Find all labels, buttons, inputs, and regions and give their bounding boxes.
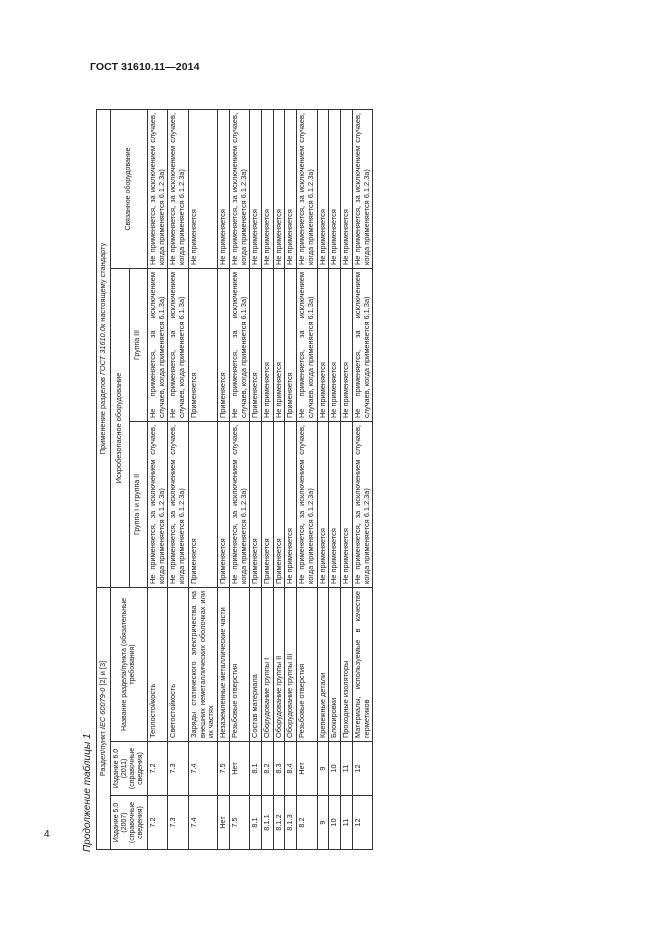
cell-group-3: Не применяется, за исключением случаев, когда применяется 6.1.3а) <box>352 269 372 422</box>
cell-edition-6: 8.2 <box>262 742 274 796</box>
table-row <box>229 109 249 849</box>
cell-group-3: Не применяется, за исключением случаев, когда применяется 6.1.3а) <box>229 269 249 422</box>
table-row <box>188 109 217 849</box>
table-row <box>147 109 167 849</box>
cell-section-name: Состав материала <box>250 588 262 742</box>
cell-associated: Не применяется <box>285 109 297 268</box>
cell-group-3: Не применяется <box>273 269 285 422</box>
cell-edition-5: Нет <box>218 796 230 850</box>
table-row <box>262 109 274 849</box>
cell-section-name: Заряды статического электричества на внешних неметаллических оболочках или их частях <box>188 588 217 742</box>
header-section-name: Название раздела/пункта (обязательные требования) <box>110 588 147 742</box>
cell-associated: Не применяется, за исключением случаев, когда применяется 6.1.2.3а) <box>147 109 167 268</box>
cell-group-1-2: Применяется <box>273 422 285 588</box>
cell-associated: Не применяется <box>250 109 262 268</box>
cell-edition-5: 7.4 <box>188 796 217 850</box>
cell-edition-5: 7.3 <box>168 796 188 850</box>
cell-edition-5: 8.1.2 <box>273 796 285 850</box>
header-edition-6: Издание 6.0 (2011) (справочные сведения) <box>110 742 147 796</box>
cell-edition-5: 8.1.3 <box>285 796 297 850</box>
cell-edition-6: Нет <box>229 742 249 796</box>
standards-table <box>96 109 373 850</box>
cell-section-name: Оборудование группы I <box>262 588 274 742</box>
cell-edition-6: 7.2 <box>147 742 167 796</box>
cell-group-1-2: Не применяется <box>285 422 297 588</box>
rotated-table-block <box>82 110 647 852</box>
cell-group-1-2: Не применяется, за исключением случаев, когда применяется 6.1.2.3а) <box>229 422 249 588</box>
page-number: 4 <box>44 829 50 840</box>
cell-section-name: Оборудование группы II <box>273 588 285 742</box>
cell-group-1-2: Не применяется, за исключением случаев, когда применяется 6.1.2.3а) <box>168 422 188 588</box>
cell-section-name: Проходные изоляторы <box>341 588 353 742</box>
cell-edition-5: 12 <box>352 796 372 850</box>
cell-section-name: Оборудование группы III <box>285 588 297 742</box>
cell-group-1-2: Не применяется, за исключением случаев, когда применяется 6.1.2.3а) <box>352 422 372 588</box>
cell-group-1-2: Применяется <box>250 422 262 588</box>
cell-group-1-2: Не применяется <box>329 422 341 588</box>
cell-section-name: Незаземленные металлические части <box>218 588 230 742</box>
cell-edition-5: 7.5 <box>229 796 249 850</box>
header-group-3: Группа III <box>129 269 147 422</box>
cell-associated: Не применяется <box>262 109 274 268</box>
cell-edition-6: 7.5 <box>218 742 230 796</box>
table-row <box>273 109 285 849</box>
cell-edition-5: 7.2 <box>147 796 167 850</box>
cell-section-name: Теплостойкость <box>147 588 167 742</box>
table-row <box>352 109 372 849</box>
cell-associated: Не применяется <box>317 109 329 268</box>
table-row <box>317 109 329 849</box>
table-row <box>341 109 353 849</box>
cell-group-1-2: Не применяется, за исключением случаев, когда применяется 6.1.2.3а) <box>147 422 167 588</box>
cell-section-name: Резьбовые отверстия <box>229 588 249 742</box>
cell-group-1-2: Не применяется <box>317 422 329 588</box>
cell-associated: Не применяется, за исключением случаев, когда применяется 6.1.2.3а) <box>168 109 188 268</box>
cell-group-3: Не применяется <box>329 269 341 422</box>
cell-group-3: Применяется <box>188 269 217 422</box>
cell-edition-5: 9 <box>317 796 329 850</box>
cell-edition-6: 11 <box>341 742 353 796</box>
cell-edition-5: 8.1 <box>250 796 262 850</box>
cell-group-1-2: Не применяется <box>341 422 353 588</box>
header-group-1-2: Группа I и группа II <box>129 422 147 588</box>
cell-associated: Не применяется <box>329 109 341 268</box>
cell-section-name: Блокировки <box>329 588 341 742</box>
header-application: Применение разделов ГОСТ 31610.0к настоящему стандарту <box>97 109 111 587</box>
header-associated-equipment: Связанное оборудование <box>110 109 147 268</box>
cell-section-name: Крепежные детали <box>317 588 329 742</box>
cell-edition-6: 7.3 <box>168 742 188 796</box>
table-row <box>218 109 230 849</box>
cell-group-1-2: Применяется <box>262 422 274 588</box>
cell-associated: Не применяется <box>218 109 230 268</box>
cell-edition-5: 10 <box>329 796 341 850</box>
cell-group-3: Не применяется <box>341 269 353 422</box>
table-row <box>297 109 317 849</box>
cell-group-3: Не применяется <box>262 269 274 422</box>
table-body <box>147 109 372 849</box>
cell-group-3: Не применяется, за исключением случаев, когда применяется 6.1.3а) <box>147 269 167 422</box>
table-row <box>168 109 188 849</box>
cell-group-3: Не применяется <box>317 269 329 422</box>
cell-edition-5: 8.2 <box>297 796 317 850</box>
header-section-reference: Раздел/пункт IEC 60079-0 [2] и [3] <box>97 588 111 850</box>
cell-group-3: Не применяется, за исключением случаев, когда применяется 6.1.3а) <box>168 269 188 422</box>
cell-associated: Не применяется, за исключением случаев, когда применяется 6.1.2.3а) <box>297 109 317 268</box>
cell-section-name: Резьбовые отверстия <box>297 588 317 742</box>
cell-group-3: Не применяется, за исключением случаев, когда применяется 6.1.3а) <box>297 269 317 422</box>
cell-edition-6: 8.4 <box>285 742 297 796</box>
cell-group-3: Применяется <box>218 269 230 422</box>
cell-associated: Не применяется, за исключением случаев, когда применяется 6.1.2.3а) <box>352 109 372 268</box>
cell-edition-6: 8.1 <box>250 742 262 796</box>
cell-edition-6: Нет <box>297 742 317 796</box>
cell-section-name: Светостойкость <box>168 588 188 742</box>
cell-group-1-2: Не применяется, за исключением случаев, когда применяется 6.1.2.3а) <box>297 422 317 588</box>
table-caption: Продолжение таблицы 1 <box>82 733 93 852</box>
header-edition-5: Издание 5.0 (2007) (справочные сведения) <box>110 796 147 850</box>
cell-group-1-2: Применяется <box>218 422 230 588</box>
cell-group-3: Применяется <box>285 269 297 422</box>
cell-edition-6: 9 <box>317 742 329 796</box>
cell-associated: Не применяется <box>188 109 217 268</box>
header-intrinsic-equipment: Искробезопасное оборудование <box>110 269 129 588</box>
cell-edition-6: 7.4 <box>188 742 217 796</box>
cell-associated: Не применяется <box>273 109 285 268</box>
cell-group-1-2: Применяется <box>188 422 217 588</box>
cell-associated: Не применяется <box>341 109 353 268</box>
cell-edition-6: 8.3 <box>273 742 285 796</box>
cell-associated: Не применяется, за исключением случаев, когда применяется 6.1.2.3а) <box>229 109 249 268</box>
cell-edition-6: 10 <box>329 742 341 796</box>
cell-edition-6: 12 <box>352 742 372 796</box>
cell-section-name: Материалы, используемые в качестве герметиков <box>352 588 372 742</box>
document-title: ГОСТ 31610.11—2014 <box>90 61 200 73</box>
cell-group-3: Применяется <box>250 269 262 422</box>
table-row <box>250 109 262 849</box>
table-row <box>285 109 297 849</box>
cell-edition-5: 8.1.1 <box>262 796 274 850</box>
table-row <box>329 109 341 849</box>
cell-edition-5: 11 <box>341 796 353 850</box>
